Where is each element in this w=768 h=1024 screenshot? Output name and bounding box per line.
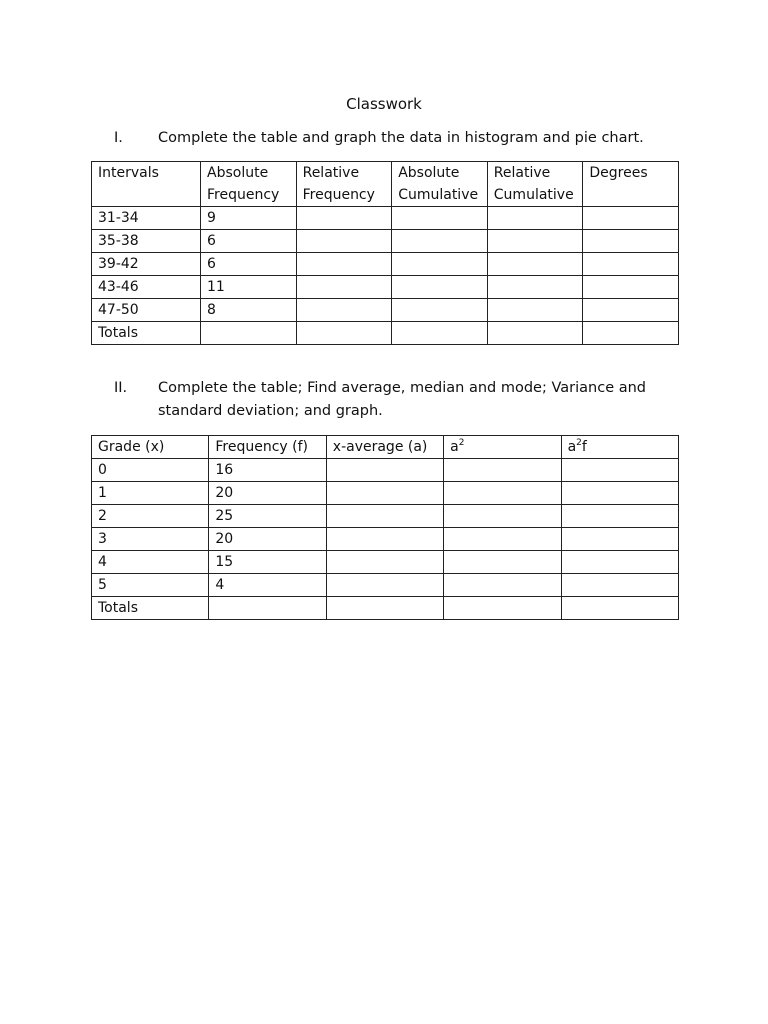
frequency-cell: 20 [209,528,326,551]
table-row [92,299,679,322]
relative-frequency-cell[interactable] [296,207,392,230]
relative-frequency-cell[interactable] [296,253,392,276]
degrees-cell[interactable] [583,207,679,230]
section-1-instruction: Complete the table and graph the data in histogram and pie chart. [158,130,644,146]
header-x-average: x-average (a) [326,436,443,459]
frequency-cell: 4 [209,574,326,597]
a-squared-cell[interactable] [444,459,561,482]
absolute-frequency-total-cell[interactable] [201,322,297,345]
x-average-cell[interactable] [326,459,443,482]
section-2-instruction-line-1: Complete the table; Find average, median and mode; Variance and [158,380,647,396]
totals-row [92,597,679,620]
a-squared-cell[interactable] [444,551,561,574]
absolute-cumulative-cell[interactable] [392,299,488,322]
header-relative-cumulative: Relative Cumulative [487,162,583,207]
degrees-cell[interactable] [583,276,679,299]
interval-cell: 35-38 [92,230,201,253]
x-average-total-cell[interactable] [326,597,443,620]
a-squared-cell[interactable] [444,528,561,551]
table-row [92,528,679,551]
section-1-number: I. [114,130,123,146]
a-squared-f-total-cell[interactable] [561,597,678,620]
a-squared-cell[interactable] [444,482,561,505]
degrees-total-cell[interactable] [583,322,679,345]
table-row [92,276,679,299]
absolute-frequency-cell: 9 [201,207,297,230]
page-title: Classwork [346,95,422,113]
a-squared-cell[interactable] [444,505,561,528]
totals-label: Totals [92,597,209,620]
interval-cell: 39-42 [92,253,201,276]
x-average-cell[interactable] [326,551,443,574]
absolute-cumulative-cell[interactable] [392,230,488,253]
header-relative-frequency: Relative Frequency [296,162,392,207]
x-average-cell[interactable] [326,574,443,597]
header-frequency: Frequency (f) [209,436,326,459]
table-row [92,459,679,482]
interval-cell: 31-34 [92,207,201,230]
x-average-cell[interactable] [326,505,443,528]
a-squared-total-cell[interactable] [444,597,561,620]
x-average-cell[interactable] [326,528,443,551]
absolute-cumulative-cell[interactable] [392,207,488,230]
relative-cumulative-total-cell[interactable] [487,322,583,345]
a-squared-cell[interactable] [444,574,561,597]
a-squared-f-cell[interactable] [561,528,678,551]
relative-cumulative-cell[interactable] [487,207,583,230]
absolute-frequency-cell: 8 [201,299,297,322]
a-squared-f-cell[interactable] [561,505,678,528]
table-row [92,253,679,276]
a-squared-f-cell[interactable] [561,574,678,597]
frequency-total-cell[interactable] [209,597,326,620]
header-grade: Grade (x) [92,436,209,459]
grade-cell: 3 [92,528,209,551]
grade-frequency-table [91,435,679,620]
header-absolute-frequency: Absolute Frequency [201,162,297,207]
header-intervals: Intervals [92,162,201,207]
table-row [92,551,679,574]
relative-cumulative-cell[interactable] [487,230,583,253]
totals-row [92,322,679,345]
header-absolute-cumulative: Absolute Cumulative [392,162,488,207]
table-header-row [92,162,679,207]
a-squared-f-cell[interactable] [561,551,678,574]
frequency-cell: 16 [209,459,326,482]
table-header-row [92,436,679,459]
grade-cell: 1 [92,482,209,505]
grade-cell: 4 [92,551,209,574]
degrees-cell[interactable] [583,253,679,276]
totals-label: Totals [92,322,201,345]
grade-cell: 2 [92,505,209,528]
section-2-number: II. [114,380,128,396]
section-1-heading [114,127,674,150]
absolute-cumulative-cell[interactable] [392,253,488,276]
relative-frequency-cell[interactable] [296,299,392,322]
interval-cell: 43-46 [92,276,201,299]
absolute-frequency-cell: 11 [201,276,297,299]
absolute-frequency-cell: 6 [201,253,297,276]
header-a-squared: $a^2$ [444,436,561,459]
table-row [92,207,679,230]
relative-cumulative-cell[interactable] [487,276,583,299]
relative-frequency-cell[interactable] [296,276,392,299]
table-row [92,230,679,253]
section-2-heading [114,377,674,423]
table-row [92,482,679,505]
header-a-squared-f: $a^2f$ [561,436,678,459]
grade-cell: 5 [92,574,209,597]
x-average-cell[interactable] [326,482,443,505]
header-degrees: Degrees [583,162,679,207]
absolute-cumulative-total-cell[interactable] [392,322,488,345]
relative-cumulative-cell[interactable] [487,253,583,276]
interval-cell: 47-50 [92,299,201,322]
grade-cell: 0 [92,459,209,482]
relative-frequency-cell[interactable] [296,230,392,253]
table-row [92,505,679,528]
table-row [92,574,679,597]
degrees-cell[interactable] [583,299,679,322]
absolute-frequency-cell: 6 [201,230,297,253]
absolute-cumulative-cell[interactable] [392,276,488,299]
frequency-cell: 25 [209,505,326,528]
degrees-cell[interactable] [583,230,679,253]
a-squared-f-cell[interactable] [561,482,678,505]
relative-cumulative-cell[interactable] [487,299,583,322]
frequency-cell: 20 [209,482,326,505]
section-2-instruction-line-2: standard deviation; and graph. [158,403,383,419]
frequency-cell: 15 [209,551,326,574]
relative-frequency-total-cell[interactable] [296,322,392,345]
frequency-table [91,161,679,345]
a-squared-f-cell[interactable] [561,459,678,482]
